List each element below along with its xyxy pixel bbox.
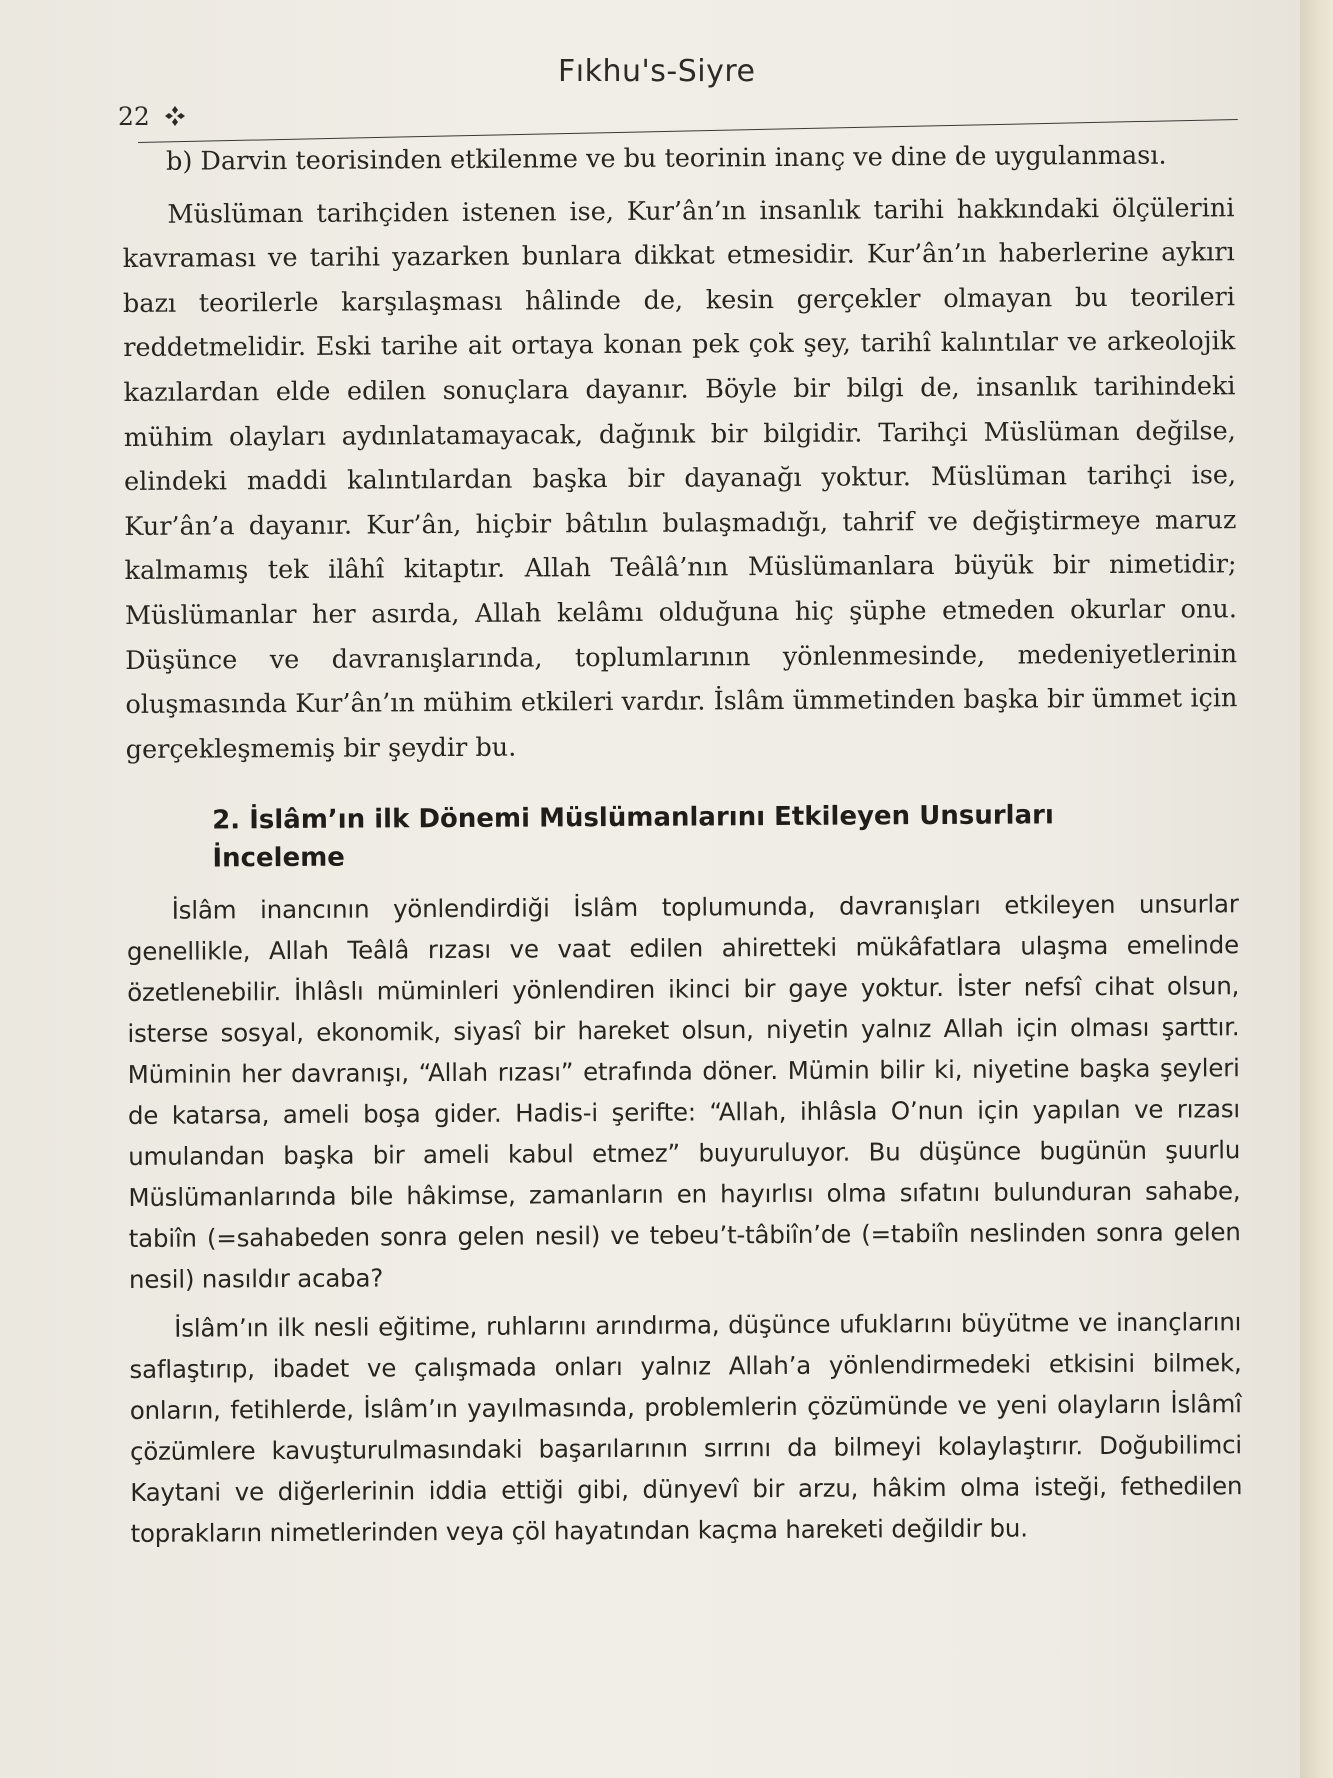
paragraph: Müslüman tarihçiden istenen ise, Kur’ân’ın insanlık tarihi hakkındaki ölçülerini kavraması ve tarihi yazarken bunlara dikkat etmesidir. Kur’ân’ın haberlerine aykırı bazı teorilerle karşılaşması hâlinde de, kesin gerçekler olmayan bu teorileri reddetmelidir. Eski tarihe ait ortaya konan pek çok şey, tarihî kalıntılar ve arkeolojik kazılardan elde edilen sonuçlara dayanır. Böyle bir bilgi de, insanlık tarihindeki mühim olayları aydınlatamayacak, dağınık bir bilgidir. Tarihçi Müslüman değilse, elindeki maddi kalıntılardan başka bir dayanağı yoktur. Müslüman tarihçi ise, Kur’ân’a dayanır. Kur’ân, hiçbir bâtılın bulaşmadığı, tahrif ve değiştirmeye maruz kalmamış tek ilâhî kitaptır. Allah Teâlâ’nın Müslümanlara büyük bir nimetidir; Müslümanlar her asırda, Allah kelâmı olduğuna hiç şüphe etmeden okurlar onu. Düşünce ve davranışlarında, toplumlarının yönlenmesinde, medeniyetlerinin oluşmasında Kur’ân’ın mühim etkileri vardır. İslâm ümmetinden başka bir ümmet için gerçekleşmemiş bir şeydir bu.	[122, 192, 1238, 765]
list-item-b: b) Darvin teorisinden etkilenme ve bu teorinin inanç ve dine de uygulanması.	[166, 140, 1167, 177]
section-heading	[126, 796, 1238, 879]
diamond-ornament-icon	[164, 105, 186, 127]
page-edge	[1300, 0, 1333, 1778]
section-heading-line: 2. İslâm’ın ilk Dönemi Müslümanlarını Etkileyen Unsurları	[212, 800, 1054, 836]
page-content	[122, 133, 1243, 1554]
paragraph: İslâm’ın ilk nesli eğitime, ruhlarını arındırma, düşünce ufuklarını büyütme ve inançlarını saflaştırıp, ibadet ve çalışmada onları yalnız Allah’a yönlendirmedeki etkisini bilmek, onların, fetihlerde, İslâm’ın yayılmasında, problemlerin çözümünde ve yeni olayların İslâmî çözümlere kavuşturulmasındaki başarılarının sırrını da bilmeyi kolaylaştırır. Doğubilimci Kaytani ve diğerlerinin iddia ettiği gibi, dünyevî bir arzu, hâkim olma isteği, fethedilen toprakların nimetlerinden veya çöl hayatından kaçma hareketi değildir bu.	[129, 1307, 1243, 1549]
page-number: 22	[118, 102, 150, 131]
section-heading-line: İnceleme	[212, 842, 345, 874]
running-title: Fıkhu's-Siyre	[558, 54, 756, 89]
paragraph: İslâm inancının yönlendirdiği İslâm toplumunda, davranışları etkileyen unsurlar genellikle, Allah Teâlâ rızası ve vaat edilen ahiretteki mükâfatlara ulaşma emelinde özetlenebilir. İhlâslı müminleri yönlendiren ikinci bir gaye yoktur. İster nefsî cihat olsun, isterse sosyal, ekonomik, siyasî bir hareket olsun, niyetin yalnız Allah için olması şarttır. Müminin her davranışı, “Allah rızası” etrafında döner. Mümin bilir ki, niyetine başka şeyleri de katarsa, ameli boşa gider. Hadis-i şerifte: “Allah, ihlâsla O’nun için yapılan ve rızası umulandan başka bir ameli kabul etmez” buyuruluyor. Bu düşünce bugünün şuurlu Müslümanlarında bile hâkimse, zamanların en hayırlısı olma sıfatını bulunduran sahabe, tabiîn (=sahabeden sonra gelen nesil) ve tebeu’t-tâbiîn’de (=tabiîn neslinden sonra gelen nesil) nasıldır acaba?	[126, 889, 1241, 1295]
